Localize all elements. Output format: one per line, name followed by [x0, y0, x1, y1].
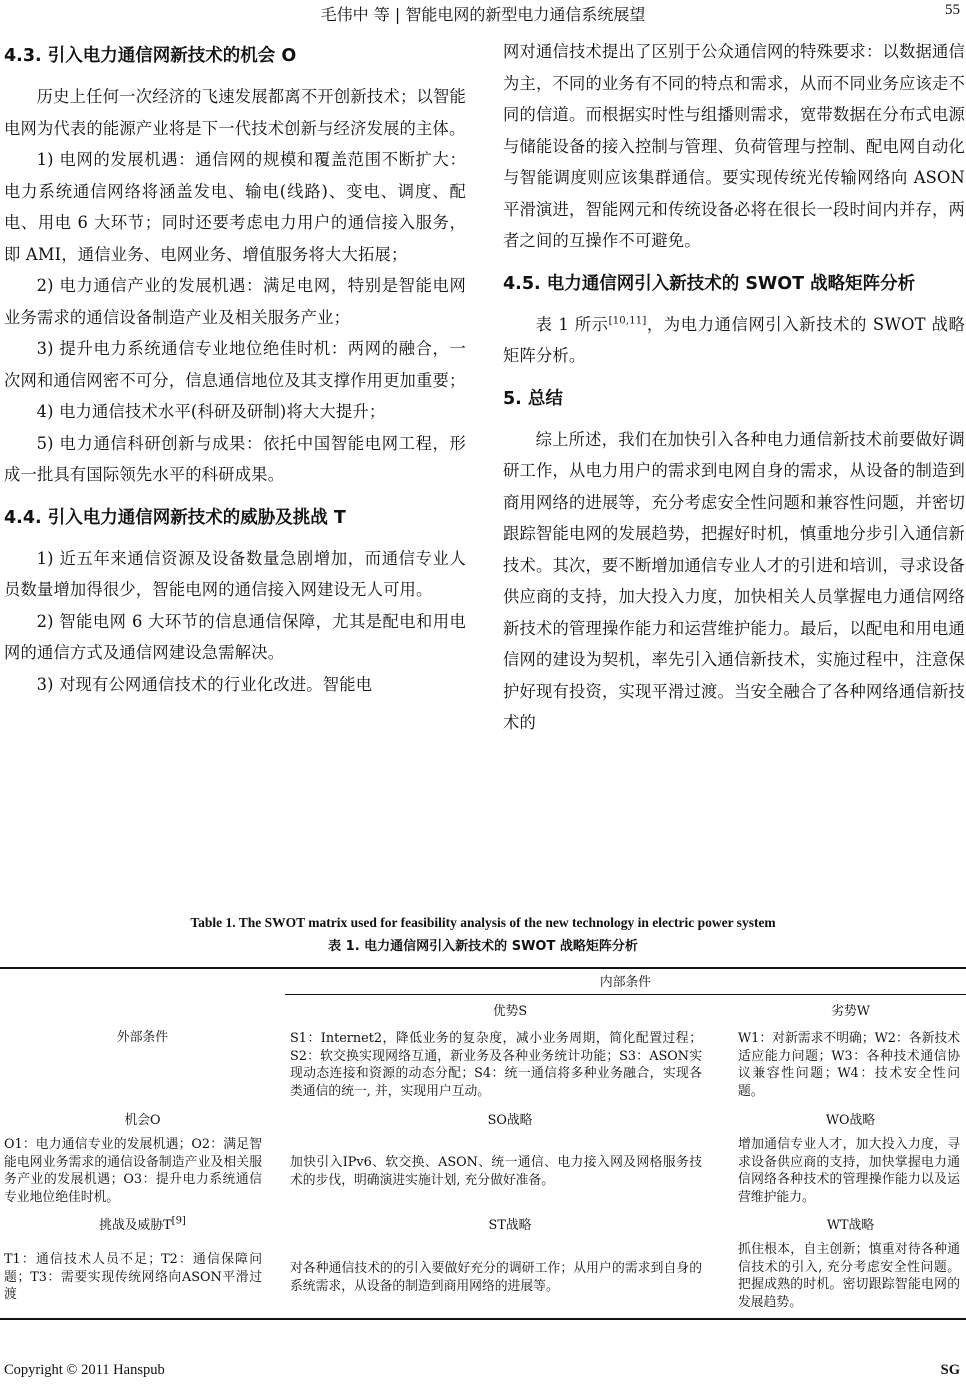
wt-strategy-header: WT战略 — [826, 1218, 875, 1233]
weaknesses-header: 劣势W — [831, 1004, 870, 1019]
section-4-5-heading: 4.5. 电力通信网引入新技术的 SWOT 战略矩阵分析 — [503, 273, 916, 294]
table-header-rule — [285, 994, 966, 995]
strengths-cell: S1：Internet2，降低业务的复杂度，减小业务周期，简化配置过程；S2：软交换实现网络互通，新业务及各种业务统计功能；S3：ASON实现动态连接和资源的动态分配；S4：统一通信将多种业务融合，实现各类通信的统一, 并，实现用户互动。 — [290, 1031, 702, 1099]
threats-cell: T1：通信技术人员不足；T2：通信保障问题；T3：需要实现传统网络向ASON平滑过渡 — [4, 1252, 262, 1302]
opportunities-cell: O1：电力通信专业的发展机遇；O2：满足智能电网业务需求的通信设备制造产业及相关服务产业的发展机遇；O3：提升电力系统通信专业地位绝佳时机。 — [4, 1137, 262, 1205]
paragraph-text: ，为电力通信网引入新技术的 SWOT 战略矩阵分析。 — [503, 314, 965, 365]
left-column — [4, 36, 466, 700]
citation-ref[interactable]: [9] — [171, 1215, 186, 1227]
paragraph: 4) 电力通信技术水平(科研及研制)将大大提升； — [36, 402, 386, 421]
weaknesses-cell: W1：对新需求不明确；W2：各新技术适应能力问题；W3：各种技术通信协议兼容性问题；W4：技术安全性问题。 — [738, 1031, 960, 1099]
st-strategy-cell: 对各种通信技术的的引入要做好充分的调研工作；从用户的需求到自身的系统需求，从设备的制造到商用网络的进展等。 — [290, 1261, 702, 1294]
paragraph: 综上所述，我们在加快引入各种电力通信新技术前要做好调研工作，从电力用户的需求到电网自身的需求，从设备的制造到商用网络的进展等，充分考虑安全性问题和兼容性问题，并密切跟踪智能电网的发展趋势，把握好时机，慎重地分步引入通信新技术。其次，要不断增加通信专业人才的引进和培训，寻求设备供应商的支持，加大投入力度，加快相关人员掌握电力通信网络新技术的管理操作能力和运营维护能力。最后，以配电和用电通信网的建设为契机，率先引入通信新技术，实施过程中，注意保护好现有投资，实现平滑过渡。当安全融合了各种网络通信新技术的 — [503, 429, 965, 732]
table-caption-zh: 表 1. 电力通信网引入新技术的 SWOT 战略矩阵分析 — [328, 939, 638, 954]
threats-header-text: 挑战及威胁T — [99, 1218, 172, 1233]
section-4-3-heading: 4.3. 引入电力通信网新技术的机会 O — [4, 46, 297, 66]
header-title: 毛伟中 等 | 智能电网的新型电力通信系统展望 — [320, 5, 646, 24]
threats-header — [0, 1217, 285, 1235]
strengths-header: 优势S — [492, 1004, 528, 1019]
so-strategy-header: SO战略 — [487, 1113, 533, 1128]
citation-ref[interactable]: [10,11] — [608, 315, 647, 327]
section-5-heading: 5. 总结 — [503, 388, 563, 409]
paragraph: 网对通信技术提出了区别于公众通信网的特殊要求：以数据通信为主，不同的业务有不同的特点和需求，从而不同业务应该走不同的信道。而根据实时性与组播则需求，宽带数据在分布式电源与储能设备的接入控制与管理、负荷管理与控制、配电网自动化与智能调度则应该集群通信。要实现传统光传输网络向 ASON 平滑演进，智能网元和传统设备必将在很长一段时间内并存，两者之间的互操作不可避免。 — [503, 42, 965, 250]
section-4-4-heading: 4.4. 引入电力通信网新技术的威胁及挑战 T — [4, 507, 346, 528]
opportunities-header: 机会O — [124, 1113, 161, 1128]
paragraph: 1) 电网的发展机遇：通信网的规模和覆盖范围不断扩大：电力系统通信网络将涵盖发电、输电(线路)、变电、调度、配电、用电 6 大环节；同时还要考虑电力用户的通信接入服务，即 AMI，通信业务、电网业务、增值服务将大大拓展； — [4, 150, 466, 264]
paragraph: 2) 电力通信产业的发展机遇：满足电网，特别是智能电网业务需求的通信设备制造产业及相关服务产业； — [4, 276, 466, 327]
table-bottom-rule — [0, 1318, 966, 1320]
paragraph: 5) 电力通信科研创新与成果：依托中国智能电网工程，形成一批具有国际领先水平的科研成果。 — [4, 433, 466, 484]
paragraph-text: 表 1 所示 — [535, 314, 609, 334]
right-column — [503, 36, 965, 739]
wo-strategy-cell: 增加通信专业人才，加大投入力度，寻求设备供应商的支持，加快掌握电力通信网络各种技术的管理操作能力以及运营维护能力。 — [738, 1137, 960, 1205]
journal-abbrev: SG — [940, 1362, 960, 1378]
wt-strategy-cell: 抓住根本，自主创新；慎重对待各种通信技术的引入, 充分考虑安全性问题。把握成熟的时机。密切跟踪智能电网的发展趋势。 — [738, 1242, 960, 1310]
copyright-footer: Copyright © 2011 Hanspub — [4, 1362, 165, 1378]
wo-strategy-header: WO战略 — [825, 1113, 876, 1128]
st-strategy-header: ST战略 — [488, 1218, 532, 1233]
internal-conditions-header: 内部条件 — [599, 975, 652, 990]
table-caption-en: Table 1. The SWOT matrix used for feasibility analysis of the new technology in electric power system — [190, 915, 776, 930]
external-conditions-header: 外部条件 — [116, 1030, 169, 1045]
so-strategy-cell: 加快引入IPv6、软交换、ASON、统一通信、电力接入网及网格服务技术的步伐，明确演进实施计划, 充分做好准备。 — [290, 1155, 702, 1188]
paragraph: 2) 智能电网 6 大环节的信息通信保障，尤其是配电和用电网的通信方式及通信网建设急需解决。 — [4, 611, 466, 662]
paragraph: 3) 提升电力系统通信专业地位绝佳时机：两网的融合，一次网和通信网密不可分，信息通信地位及其支撑作用更加重要； — [4, 339, 466, 390]
page-number: 55 — [945, 2, 960, 18]
paragraph: 1) 近五年来通信资源及设备数量急剧增加，而通信专业人员数量增加得很少，智能电网的通信接入网建设无人可用。 — [4, 548, 466, 599]
paragraph: 历史上任何一次经济的飞速发展都离不开创新技术；以智能电网为代表的能源产业将是下一代技术创新与经济发展的主体。 — [4, 87, 466, 138]
paragraph — [503, 309, 965, 372]
paragraph: 3) 对现有公网通信技术的行业化改进。智能电 — [36, 674, 373, 694]
running-header — [0, 0, 966, 28]
table-top-rule — [0, 967, 966, 969]
